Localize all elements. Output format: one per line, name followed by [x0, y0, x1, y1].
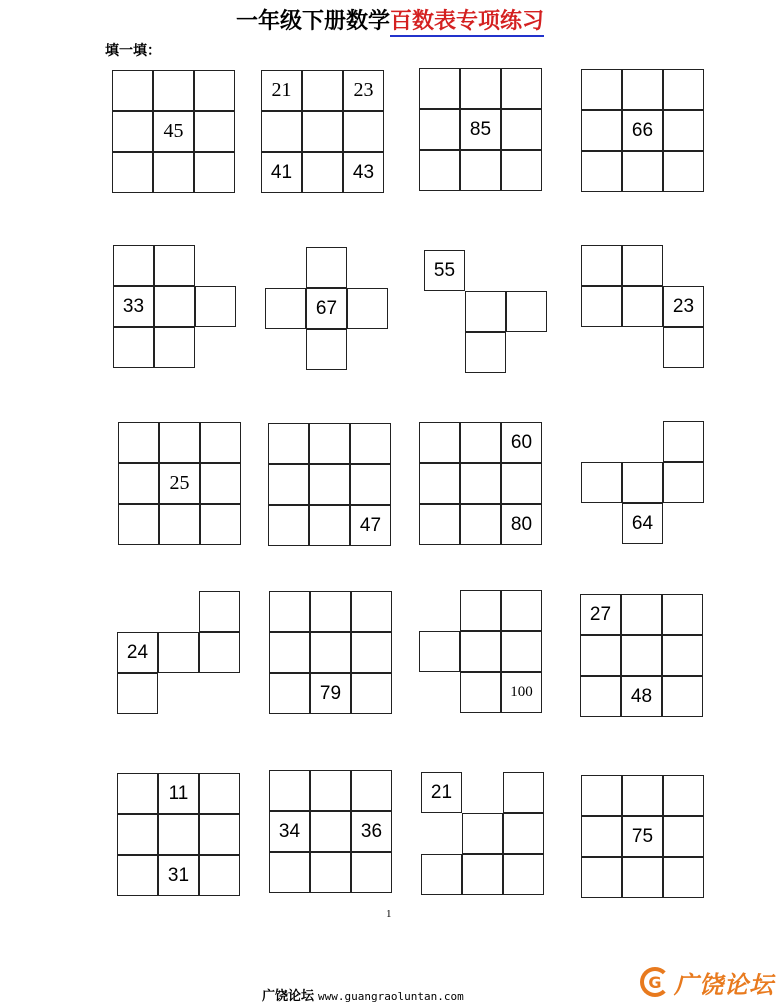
grid-cell[interactable] — [460, 463, 501, 504]
grid-cell[interactable] — [350, 464, 391, 505]
grid-cell[interactable] — [350, 423, 391, 464]
footer-url[interactable]: www.guangraoluntan.com — [318, 990, 464, 1003]
grid-cell[interactable] — [622, 69, 663, 110]
grid-cell[interactable] — [581, 462, 622, 503]
grid-cell[interactable] — [465, 291, 506, 332]
grid-cell[interactable] — [460, 631, 501, 672]
grid-cell[interactable] — [309, 423, 350, 464]
grid-cell[interactable] — [159, 422, 200, 463]
grid-cell[interactable] — [622, 775, 663, 816]
grid-cell[interactable]: 23 — [663, 286, 704, 327]
grid-cell[interactable] — [460, 150, 501, 191]
grid-cell[interactable] — [200, 463, 241, 504]
grid-cell[interactable] — [199, 855, 240, 896]
grid-cell[interactable] — [302, 152, 343, 193]
grid-cell[interactable] — [503, 772, 544, 813]
grid-cell[interactable] — [622, 151, 663, 192]
grid-cell[interactable]: 41 — [261, 152, 302, 193]
grid-cell[interactable] — [199, 632, 240, 673]
grid-cell[interactable]: 21 — [421, 772, 462, 813]
grid-cell[interactable] — [581, 775, 622, 816]
grid-cell[interactable] — [199, 814, 240, 855]
grid-cell[interactable] — [663, 69, 704, 110]
grid-cell[interactable] — [506, 291, 547, 332]
grid-cell[interactable]: 43 — [343, 152, 384, 193]
grid-cell[interactable] — [310, 811, 351, 852]
grid-cell[interactable] — [269, 591, 310, 632]
grid-cell[interactable] — [460, 68, 501, 109]
grid-cell[interactable] — [581, 151, 622, 192]
grid-cell[interactable] — [118, 463, 159, 504]
grid-cell[interactable] — [663, 462, 704, 503]
grid-cell[interactable] — [622, 462, 663, 503]
grid-cell[interactable]: 67 — [306, 288, 347, 329]
grid-cell[interactable] — [419, 150, 460, 191]
grid-cell[interactable] — [112, 111, 153, 152]
grid-cell[interactable] — [460, 504, 501, 545]
grid-cell[interactable] — [302, 111, 343, 152]
grid-cell[interactable] — [421, 854, 462, 895]
grid-cell[interactable] — [199, 591, 240, 632]
grid-cell[interactable]: 25 — [159, 463, 200, 504]
grid-cell[interactable]: 33 — [113, 286, 154, 327]
logo — [640, 962, 775, 1002]
grid-cell[interactable] — [153, 152, 194, 193]
grid-cell[interactable]: 80 — [501, 504, 542, 545]
grid-cell[interactable]: 21 — [261, 70, 302, 111]
grid-cell[interactable] — [581, 110, 622, 151]
grid-cell[interactable] — [118, 422, 159, 463]
grid-cell[interactable] — [580, 635, 621, 676]
footer-site-name: 广饶论坛 — [262, 989, 315, 1004]
grid-cell[interactable] — [663, 421, 704, 462]
grid-cell[interactable] — [581, 69, 622, 110]
grid-cell[interactable] — [419, 463, 460, 504]
grid-cell[interactable]: 34 — [269, 811, 310, 852]
grid-cell[interactable] — [261, 111, 302, 152]
grid-cell[interactable] — [460, 672, 501, 713]
grid-cell[interactable]: 23 — [343, 70, 384, 111]
logo-text: 广饶论坛 — [674, 970, 774, 999]
grid-cell[interactable] — [351, 770, 392, 811]
grid-cell[interactable] — [503, 854, 544, 895]
grid-cell[interactable]: 47 — [350, 505, 391, 546]
grid-cell[interactable] — [158, 632, 199, 673]
grid-cell[interactable] — [501, 631, 542, 672]
grid-cell[interactable] — [117, 673, 158, 714]
grid-cell[interactable] — [581, 816, 622, 857]
grid-cell[interactable] — [501, 463, 542, 504]
grid-cell[interactable] — [112, 152, 153, 193]
grid-cell[interactable] — [581, 286, 622, 327]
grid-cell[interactable] — [460, 590, 501, 631]
grid-cell[interactable]: 24 — [117, 632, 158, 673]
grid-cell[interactable] — [662, 594, 703, 635]
grid-cell[interactable] — [200, 422, 241, 463]
grid-cell[interactable] — [419, 109, 460, 150]
grid-cell[interactable] — [621, 594, 662, 635]
grid-cell[interactable]: 60 — [501, 422, 542, 463]
grid-cell[interactable]: 55 — [424, 250, 465, 291]
page-number: 1 — [386, 908, 392, 920]
grid-cell[interactable]: 64 — [622, 503, 663, 544]
grid-cell[interactable] — [351, 591, 392, 632]
grid-cell[interactable] — [622, 286, 663, 327]
grid-cell[interactable] — [194, 152, 235, 193]
title-plain: 一年级下册数学 — [235, 9, 390, 34]
grid-cell[interactable] — [302, 70, 343, 111]
grid-cell[interactable] — [268, 423, 309, 464]
grid-cell[interactable] — [663, 775, 704, 816]
grid-cell[interactable] — [351, 673, 392, 714]
grid-cell[interactable] — [419, 631, 460, 672]
title-highlight: 百数表专项练习 — [390, 9, 544, 37]
grid-cell[interactable] — [419, 504, 460, 545]
grid-cell[interactable] — [159, 504, 200, 545]
grid-cell[interactable] — [343, 111, 384, 152]
grid-cell[interactable] — [306, 247, 347, 288]
grid-cell[interactable] — [154, 327, 195, 368]
grid-cell[interactable] — [419, 68, 460, 109]
grid-cell[interactable] — [309, 505, 350, 546]
grid-cell[interactable] — [310, 591, 351, 632]
grid-cell[interactable] — [268, 464, 309, 505]
grid-cell[interactable] — [268, 505, 309, 546]
grid-cell[interactable] — [200, 504, 241, 545]
grid-cell[interactable] — [310, 770, 351, 811]
grid-cell[interactable] — [462, 813, 503, 854]
page-title — [0, 4, 780, 35]
grid-cell[interactable] — [117, 814, 158, 855]
grid-cell[interactable] — [113, 245, 154, 286]
grid-cell[interactable] — [663, 327, 704, 368]
grid-cell[interactable]: 48 — [621, 676, 662, 717]
grid-cell[interactable]: 85 — [460, 109, 501, 150]
grid-cell[interactable] — [310, 632, 351, 673]
grid-cell[interactable] — [113, 327, 154, 368]
grid-cell[interactable] — [581, 245, 622, 286]
grid-cell[interactable] — [419, 422, 460, 463]
grid-cell[interactable] — [501, 68, 542, 109]
grid-cell[interactable]: 100 — [501, 672, 542, 713]
grid-cell[interactable] — [194, 111, 235, 152]
grid-cell[interactable] — [117, 855, 158, 896]
grid-cell[interactable] — [622, 245, 663, 286]
grid-cell[interactable] — [580, 676, 621, 717]
grid-cell[interactable] — [663, 816, 704, 857]
grid-cell[interactable] — [269, 673, 310, 714]
grid-cell[interactable] — [460, 422, 501, 463]
grid-cell[interactable] — [309, 464, 350, 505]
grid-cell[interactable] — [501, 150, 542, 191]
grid-cell[interactable]: 79 — [310, 673, 351, 714]
grid-cell[interactable] — [622, 857, 663, 898]
grid-cell[interactable] — [112, 70, 153, 111]
grid-cell[interactable] — [117, 773, 158, 814]
grid-cell[interactable] — [663, 857, 704, 898]
grid-cell[interactable] — [662, 635, 703, 676]
grid-cell[interactable] — [269, 770, 310, 811]
grid-cell[interactable] — [118, 504, 159, 545]
grid-cell[interactable] — [153, 70, 194, 111]
grid-cell[interactable]: 75 — [622, 816, 663, 857]
grid-cell[interactable] — [265, 288, 306, 329]
grid-cell[interactable] — [621, 635, 662, 676]
grid-cell[interactable] — [306, 329, 347, 370]
grid-cell[interactable] — [462, 854, 503, 895]
grid-cell[interactable] — [195, 286, 236, 327]
grid-cell[interactable] — [194, 70, 235, 111]
grid-cell[interactable] — [154, 245, 195, 286]
grid-cell[interactable] — [465, 332, 506, 373]
grid-cell[interactable] — [662, 676, 703, 717]
logo-icon: G — [640, 967, 670, 997]
grid-cell[interactable]: 36 — [351, 811, 392, 852]
grid-cell[interactable] — [351, 852, 392, 893]
grid-cell[interactable] — [503, 813, 544, 854]
instruction-label: 填一填： — [105, 43, 161, 59]
grid-cell[interactable] — [310, 852, 351, 893]
grid-cell[interactable] — [663, 110, 704, 151]
grid-cell[interactable]: 31 — [158, 855, 199, 896]
grid-cell[interactable]: 11 — [158, 773, 199, 814]
grid-cell[interactable] — [581, 857, 622, 898]
grid-cell[interactable]: 27 — [580, 594, 621, 635]
footer — [262, 985, 464, 1004]
grid-cell[interactable] — [663, 151, 704, 192]
grid-cell[interactable]: 45 — [153, 111, 194, 152]
grid-cell[interactable] — [269, 852, 310, 893]
grid-cell[interactable] — [158, 814, 199, 855]
grid-cell[interactable] — [501, 590, 542, 631]
grid-cell[interactable] — [351, 632, 392, 673]
grid-cell[interactable] — [199, 773, 240, 814]
grid-cell[interactable] — [154, 286, 195, 327]
grid-cell[interactable] — [347, 288, 388, 329]
grid-cell[interactable]: 66 — [622, 110, 663, 151]
grid-cell[interactable] — [501, 109, 542, 150]
grid-cell[interactable] — [269, 632, 310, 673]
